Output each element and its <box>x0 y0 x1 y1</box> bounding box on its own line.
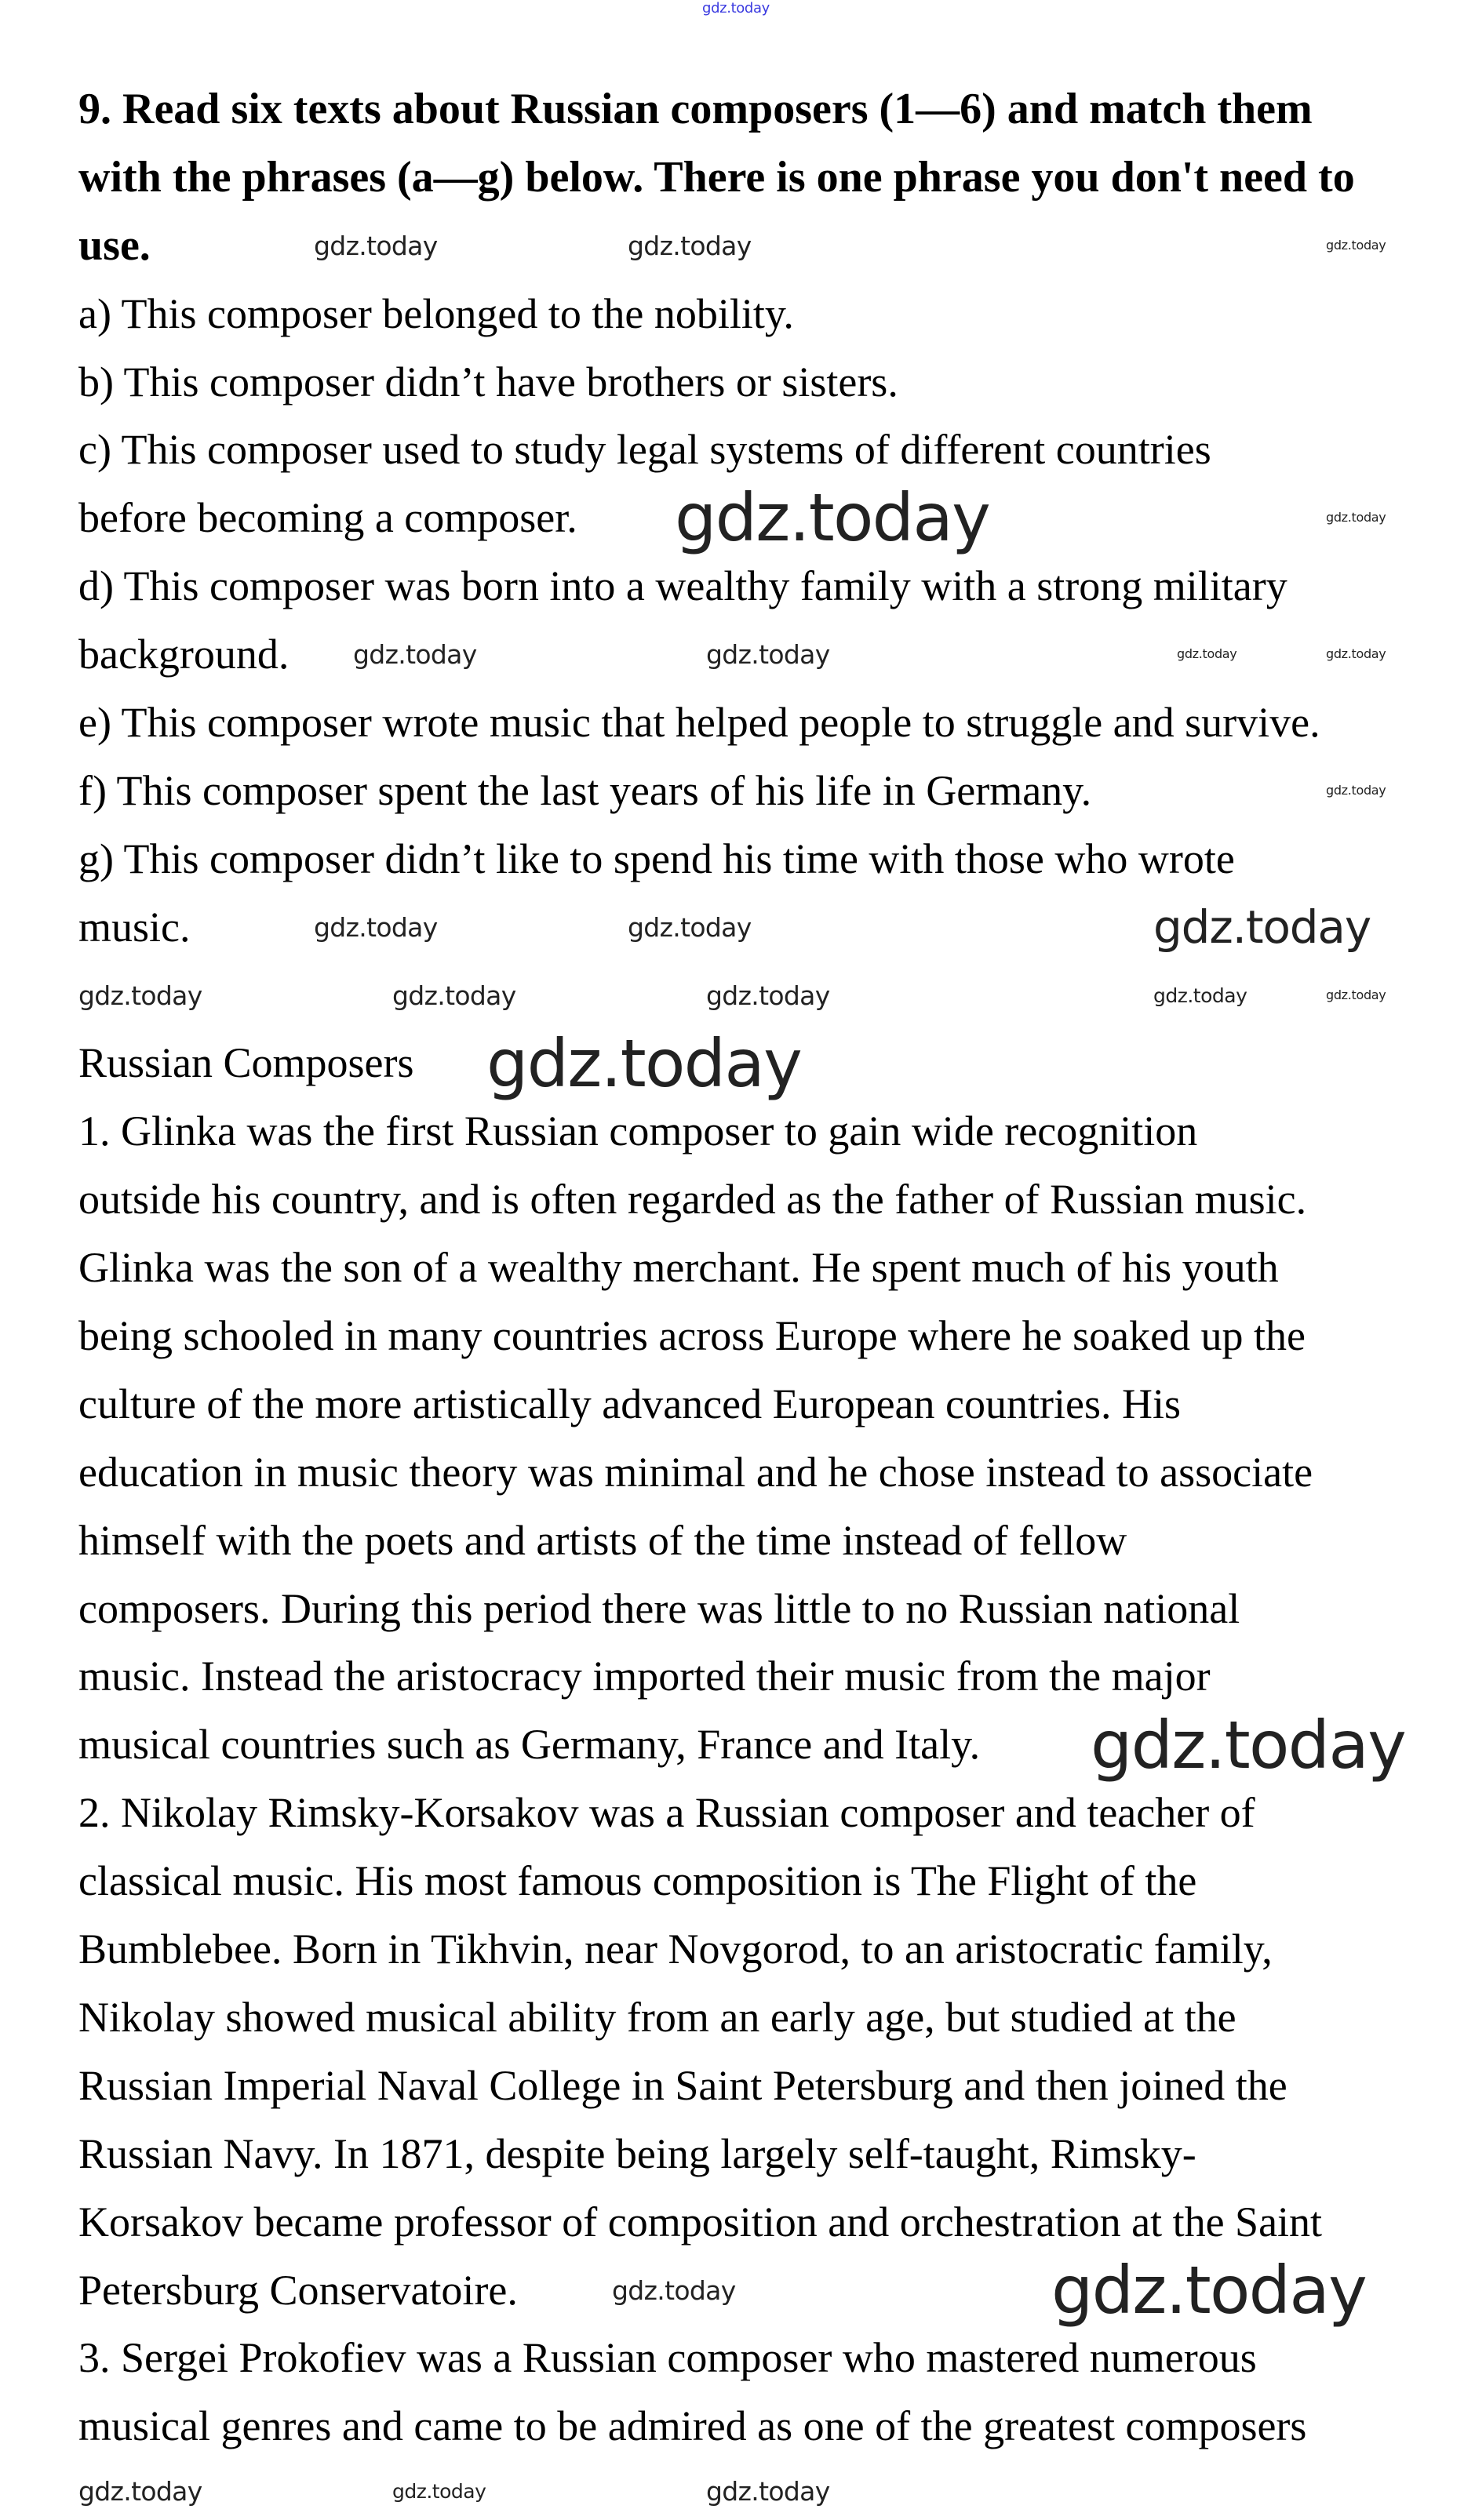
watermark: gdz.today <box>1326 987 1386 1002</box>
phrase-c: c) This composer used to study legal systems of different countries <box>78 426 1211 474</box>
title-line: use. <box>78 220 151 270</box>
watermark: gdz.today <box>1326 238 1386 253</box>
text-line: Bumblebee. Born in Tikhvin, near Novgorod, to an aristocratic family, <box>78 1925 1273 1973</box>
text-line: Russian Navy. In 1871, despite being largely self-taught, Rimsky- <box>78 2129 1196 2177</box>
task-title <box>78 75 1459 280</box>
watermark: gdz.today <box>1326 783 1386 798</box>
text-line: Petersburg Conservatoire. <box>78 2266 518 2314</box>
title-line: with the phrases (a—g) below. There is one phrase you don't need to <box>78 152 1355 202</box>
watermark: gdz.today <box>1153 900 1371 954</box>
watermark: gdz.today <box>78 2476 202 2507</box>
text-line: Glinka was the son of a wealthy merchant. He spent much of his youth <box>78 1244 1279 1292</box>
watermark: gdz.today <box>1326 646 1386 661</box>
phrase-e: e) This composer wrote music that helped people to struggle and survive. <box>78 699 1320 747</box>
paragraph-prokofiev <box>78 2324 1459 2460</box>
text-line: composers. During this period there was little to no Russian national <box>78 1584 1240 1632</box>
watermark: gdz.today <box>628 912 752 943</box>
phrase-d-cont: background. <box>78 631 290 678</box>
text-line: musical genres and came to be admired as one of the greatest composers <box>78 2402 1307 2450</box>
paragraph-glinka <box>78 1097 1459 1784</box>
watermark: gdz.today <box>314 231 438 261</box>
text-line: being schooled in many countries across Europe where he soaked up the <box>78 1312 1306 1360</box>
watermark: gdz.today <box>706 639 830 670</box>
text-line: 2. Nikolay Rimsky-Korsakov was a Russian composer and teacher of <box>78 1789 1255 1837</box>
text-line: outside his country, and is often regarded as the father of Russian music. <box>78 1176 1307 1224</box>
text-line: culture of the more artistically advanced European countries. His <box>78 1380 1181 1427</box>
watermark: gdz.today <box>1051 2252 1367 2329</box>
document-page <box>78 75 1459 2460</box>
text-line: Nikolay showed musical ability from an early age, but studied at the <box>78 1993 1236 2041</box>
text-line: education in music theory was minimal and he chose instead to associate <box>78 1448 1313 1496</box>
watermark: gdz.today <box>706 980 830 1011</box>
watermark: gdz.today <box>314 912 438 943</box>
text-line: musical countries such as Germany, France and Italy. <box>78 1721 981 1769</box>
phrase-g: g) This composer didn’t like to spend his time with those who wrote <box>78 835 1235 882</box>
watermark: gdz.today <box>628 231 752 261</box>
text-line: classical music. His most famous composition is The Flight of the <box>78 1857 1197 1905</box>
phrase-d: d) This composer was born into a wealthy family with a strong military <box>78 562 1287 610</box>
phrase-b: b) This composer didn’t have brothers or sisters. <box>78 358 898 405</box>
watermark: gdz.today <box>675 479 990 556</box>
text-line: Korsakov became professor of composition and orchestration at the Saint <box>78 2198 1323 2245</box>
phrase-f: f) This composer spent the last years of his life in Germany. <box>78 766 1092 814</box>
watermark: gdz.today <box>1326 510 1386 525</box>
watermark: gdz.today <box>353 639 477 670</box>
phrase-a: a) This composer belonged to the nobility. <box>78 289 794 337</box>
watermark: gdz.today <box>486 1025 802 1102</box>
text-line: 3. Sergei Prokofiev was a Russian composer who mastered numerous <box>78 2334 1257 2382</box>
text-line: himself with the poets and artists of the time instead of fellow <box>78 1516 1127 1564</box>
paragraph-rimsky-korsakov <box>78 1779 1459 2329</box>
text-line: music. Instead the aristocracy imported their music from the major <box>78 1653 1211 1700</box>
phrase-list <box>78 280 1459 962</box>
watermark: gdz.today <box>1177 646 1237 661</box>
article-heading: Russian Composers <box>78 1039 414 1087</box>
text-line: 1. Glinka was the first Russian composer to gain wide recognition <box>78 1107 1198 1155</box>
watermark: gdz.today <box>706 2476 830 2507</box>
watermark: gdz.today <box>392 980 516 1011</box>
watermark: gdz.today <box>612 2275 736 2306</box>
watermark: gdz.today <box>1091 1707 1406 1784</box>
phrase-c-cont: before becoming a composer. <box>78 494 577 542</box>
watermark: gdz.today <box>1153 984 1247 1007</box>
title-line: 9. Read six texts about Russian composers (1—6) and match them <box>78 85 1313 133</box>
text-line: Russian Imperial Naval College in Saint Petersburg and then joined the <box>78 2061 1287 2109</box>
phrase-g-cont: music. <box>78 903 191 951</box>
watermark: gdz.today <box>392 2480 486 2503</box>
watermark: gdz.today <box>702 0 770 16</box>
watermark: gdz.today <box>78 980 202 1011</box>
